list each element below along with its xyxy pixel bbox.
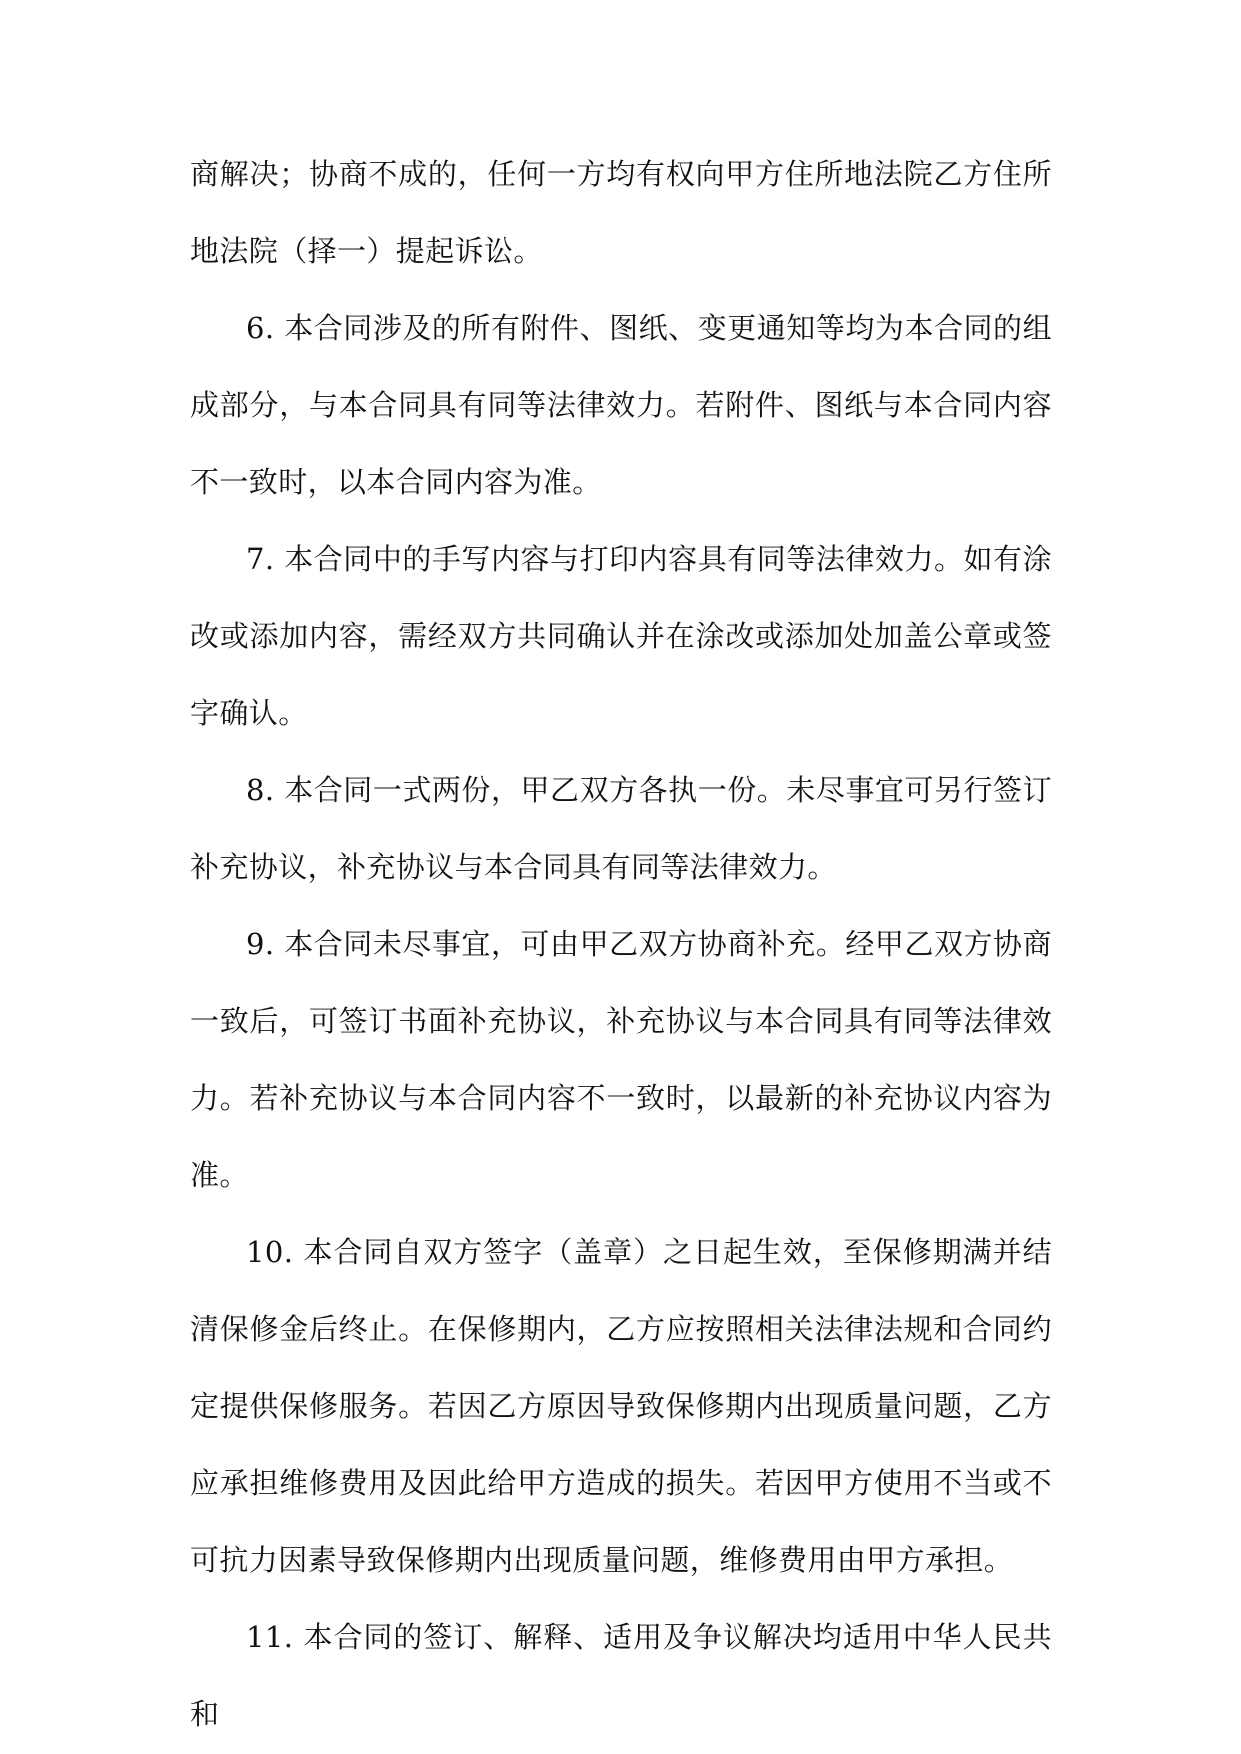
paragraph-continuation: 商解决；协商不成的，任何一方均有权向甲方住所地法院乙方住所地法院（择一）提起诉讼。 bbox=[190, 157, 1052, 268]
clause-11: 11. 本合同的签订、解释、适用及争议解决均适用中华人民共和 bbox=[190, 1620, 1052, 1731]
clause-9: 9. 本合同未尽事宜，可由甲乙双方协商补充。经甲乙双方协商一致后，可签订书面补充协议，补充协议与本合同具有同等法律效力。若补充协议与本合同内容不一致时，以最新的补充协议内容为准。 bbox=[190, 927, 1052, 1192]
clause-10: 10. 本合同自双方签字（盖章）之日起生效，至保修期满并结清保修金后终止。在保修期内，乙方应按照相关法律法规和合同约定提供保修服务。若因乙方原因导致保修期内出现质量问题，乙方应承担维修费用及因此给甲方造成的损失。若因甲方使用不当或不可抗力因素导致保修期内出现质量问题，维修费用由甲方承担。 bbox=[190, 1235, 1052, 1577]
clause-6: 6. 本合同涉及的所有附件、图纸、变更通知等均为本合同的组成部分，与本合同具有同等法律效力。若附件、图纸与本合同内容不一致时，以本合同内容为准。 bbox=[190, 311, 1052, 499]
document-body bbox=[190, 136, 1052, 1753]
clause-8: 8. 本合同一式两份，甲乙双方各执一份。未尽事宜可另行签订补充协议，补充协议与本合同具有同等法律效力。 bbox=[190, 773, 1052, 884]
clause-7: 7. 本合同中的手写内容与打印内容具有同等法律效力。如有涂改或添加内容，需经双方共同确认并在涂改或添加处加盖公章或签字确认。 bbox=[190, 542, 1052, 730]
